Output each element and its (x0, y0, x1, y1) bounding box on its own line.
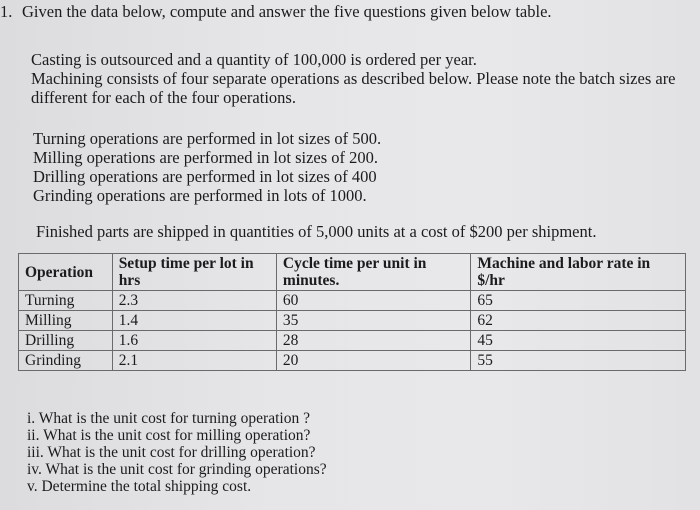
cell-rate: 45 (471, 331, 686, 351)
cell-cycle: 20 (276, 351, 470, 371)
question-item: iii. What is the unit cost for drilling operation? (27, 444, 316, 461)
cell-rate: 65 (471, 291, 686, 311)
operations-table (18, 253, 686, 371)
shipping-text: Finished parts are shipped in quantities of 5,000 units at a cost of $200 per shipment. (36, 222, 597, 241)
milling-text: Milling operations are performed in lot sizes of 200. (33, 148, 379, 167)
cell-setup: 1.6 (112, 331, 276, 351)
casting-text: Casting is outsourced and a quantity of 100,000 is ordered per year. (31, 50, 477, 69)
question-item: ii. What is the unit cost for milling operation? (27, 427, 311, 444)
cell-rate: 55 (471, 351, 686, 371)
cell-cycle: 28 (276, 331, 470, 351)
question-number: 1. (0, 2, 13, 21)
table-row (19, 311, 686, 331)
cell-operation: Grinding (19, 351, 113, 371)
question-intro: Given the data below, compute and answer the five questions given below table. (22, 2, 552, 21)
table-header-row (19, 254, 686, 291)
table-row (19, 351, 686, 371)
table-row (19, 331, 686, 351)
machining-text-line2: different for each of the four operations. (31, 88, 296, 107)
cell-operation: Drilling (19, 331, 113, 351)
cell-operation: Milling (19, 311, 113, 331)
header-rate: Machine and labor rate in $/hr (471, 254, 686, 291)
cell-setup: 1.4 (112, 311, 276, 331)
cell-setup: 2.3 (112, 291, 276, 311)
cell-cycle: 35 (276, 311, 470, 331)
question-item: v. Determine the total shipping cost. (27, 478, 252, 495)
cell-cycle: 60 (276, 291, 470, 311)
cell-setup: 2.1 (112, 351, 276, 371)
header-cycle-time: Cycle time per unit in minutes. (276, 254, 470, 291)
cell-operation: Turning (19, 291, 113, 311)
table-row (19, 291, 686, 311)
question-item: i. What is the unit cost for turning operation ? (27, 410, 310, 427)
cell-rate: 62 (471, 311, 686, 331)
question-item: iv. What is the unit cost for grinding operations? (27, 461, 327, 478)
header-setup-time: Setup time per lot in hrs (112, 254, 276, 291)
machining-text-line1: Machining consists of four separate operations as described below. Please note the batch sizes are (31, 69, 676, 88)
grinding-text: Grinding operations are performed in lots of 1000. (33, 186, 367, 205)
header-operation: Operation (19, 254, 113, 291)
drilling-text: Drilling operations are performed in lot sizes of 400 (33, 167, 377, 186)
turning-text: Turning operations are performed in lot sizes of 500. (33, 129, 382, 148)
